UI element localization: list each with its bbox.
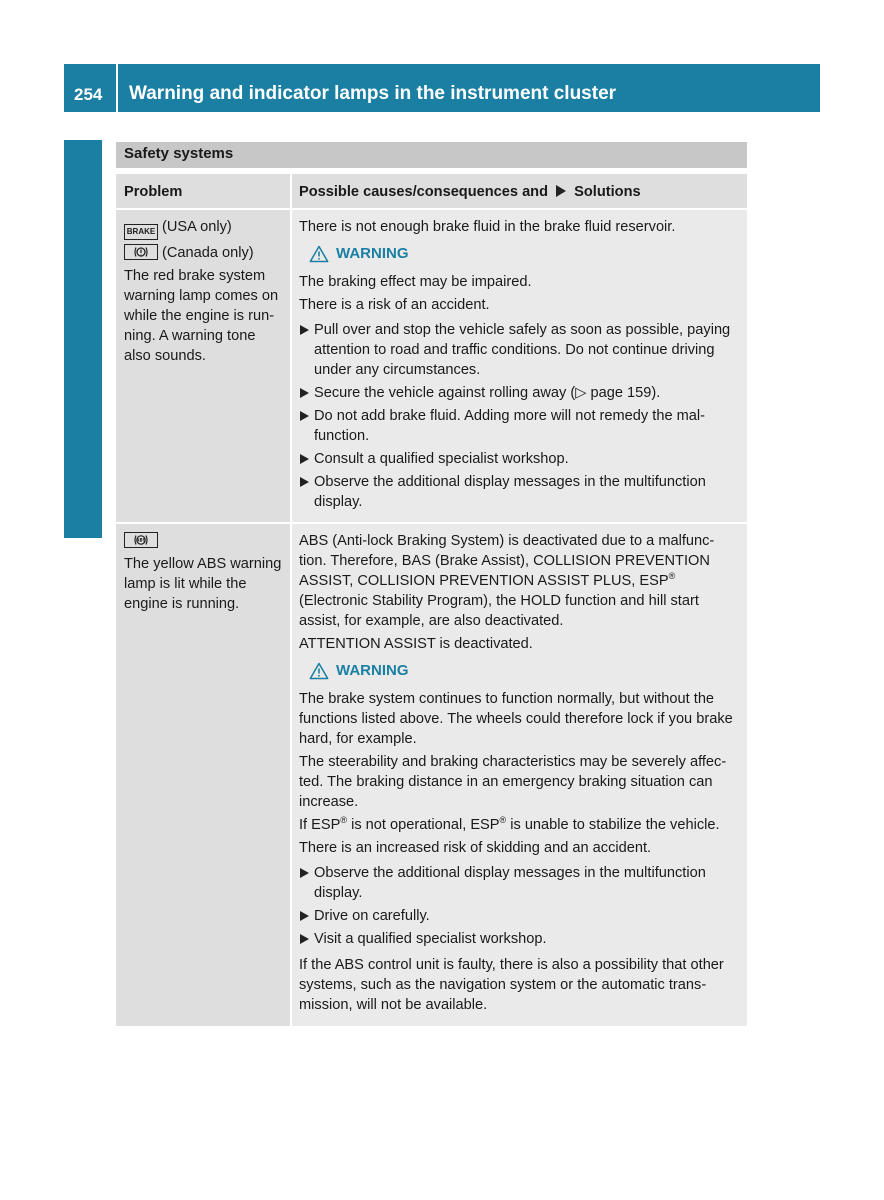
esp-text-part: If ESP [299,817,341,833]
warning-triangle-icon [309,245,329,263]
list-item: Observe the additional display messages in the multifunction display. [299,863,741,903]
svg-text:ABS: ABS [136,537,146,543]
list-item: Secure the vehicle against rolling away (▷ page 159). [299,383,741,403]
solutions-header-text: Possible causes/consequences and [299,184,549,200]
problem-column-header: Problem [116,174,290,208]
page-header [64,64,820,112]
problem-cell [116,524,290,1026]
solution-cell [290,210,747,522]
warning-text [299,815,741,835]
abs-icon [124,532,158,548]
lamp-usa-note: (USA only) [162,219,232,235]
warning-text: The brake system continues to function normally, but without the functions listed above. The wheels could therefore lock if you brake hard, for example. [299,691,733,747]
warning-text: The steerability and braking characteristics may be severely affec-ted. The braking distance in an emergency braking situation can increase. [299,754,727,810]
cause-text-part: ABS (Anti-lock Braking System) is deactivated due to a malfunc-tion. Therefore, BAS (Brake Assist), COLLISION PREVENTION ASSIST, COLLISION PREVENTION ASSIST PLUS, ESP [299,533,715,589]
warning-heading [309,244,741,264]
problem-description: The yellow ABS warning lamp is lit while the engine is running. [124,556,282,612]
page-title: Warning and indicator lamps in the instrument cluster [129,83,617,104]
problem-cell [116,210,290,522]
brake-circle-icon [124,244,158,260]
warning-label: WARNING [336,662,409,679]
list-item: Visit a qualified specialist workshop. [299,929,741,949]
registered-mark: ® [340,815,348,825]
lamp-canada-note: (Canada only) [162,245,254,261]
esp-text-part: is unable to stabilize the vehicle. [506,817,720,833]
solution-cell [290,524,747,1026]
section-title: Safety systems [116,142,747,168]
list-item: Observe the additional display messages in the multifunction display. [299,472,741,512]
list-item: Do not add brake fluid. Adding more will not remedy the mal-function. [299,406,741,446]
registered-mark: ® [668,571,676,581]
warning-heading [309,661,741,681]
list-item: Drive on carefully. [299,906,741,926]
solutions-header-label: Solutions [574,184,641,200]
warning-text: There is an increased risk of skidding and an accident. [299,840,652,856]
page-number: 254 [74,85,103,104]
side-tab-text: On-board computer and displays [71,169,94,475]
solutions-column-header [290,174,747,208]
side-tab-label [70,152,96,492]
cause-text [299,531,741,631]
attention-assist-text: ATTENTION ASSIST is deactivated. [299,636,533,652]
cause-text-part: (Electronic Stability Program), the HOLD function and hill start assist, for example, are also deactivated. [299,593,699,629]
warning-text: The braking effect may be impaired. [299,274,532,290]
cause-text: There is not enough brake fluid in the brake fluid reservoir. [299,219,676,235]
safety-systems-table [116,142,747,1026]
esp-text-part: is not operational, ESP [347,817,500,833]
list-item: Consult a qualified specialist workshop. [299,449,741,469]
warning-triangle-icon [309,662,329,680]
table-row [116,522,747,1026]
warning-label: WARNING [336,245,409,262]
footer-note: If the ABS control unit is faulty, there is also a possibility that other systems, such as the navigation system or the automatic trans-mission, will not be available. [299,957,724,1013]
warning-text: There is a risk of an accident. [299,297,490,313]
list-item: Pull over and stop the vehicle safely as soon as possible, paying attention to road and traffic conditions. Do not continue driving under any circumstances. [299,320,741,380]
column-headers [116,174,747,208]
table-row [116,208,747,522]
problem-description: The red brake system warning lamp comes on while the engine is run-ning. A warning tone also sounds. [124,268,279,364]
registered-mark: ® [499,815,507,825]
solutions-arrow-icon [556,185,566,197]
brake-lamp-icon: BRAKE [124,224,158,240]
